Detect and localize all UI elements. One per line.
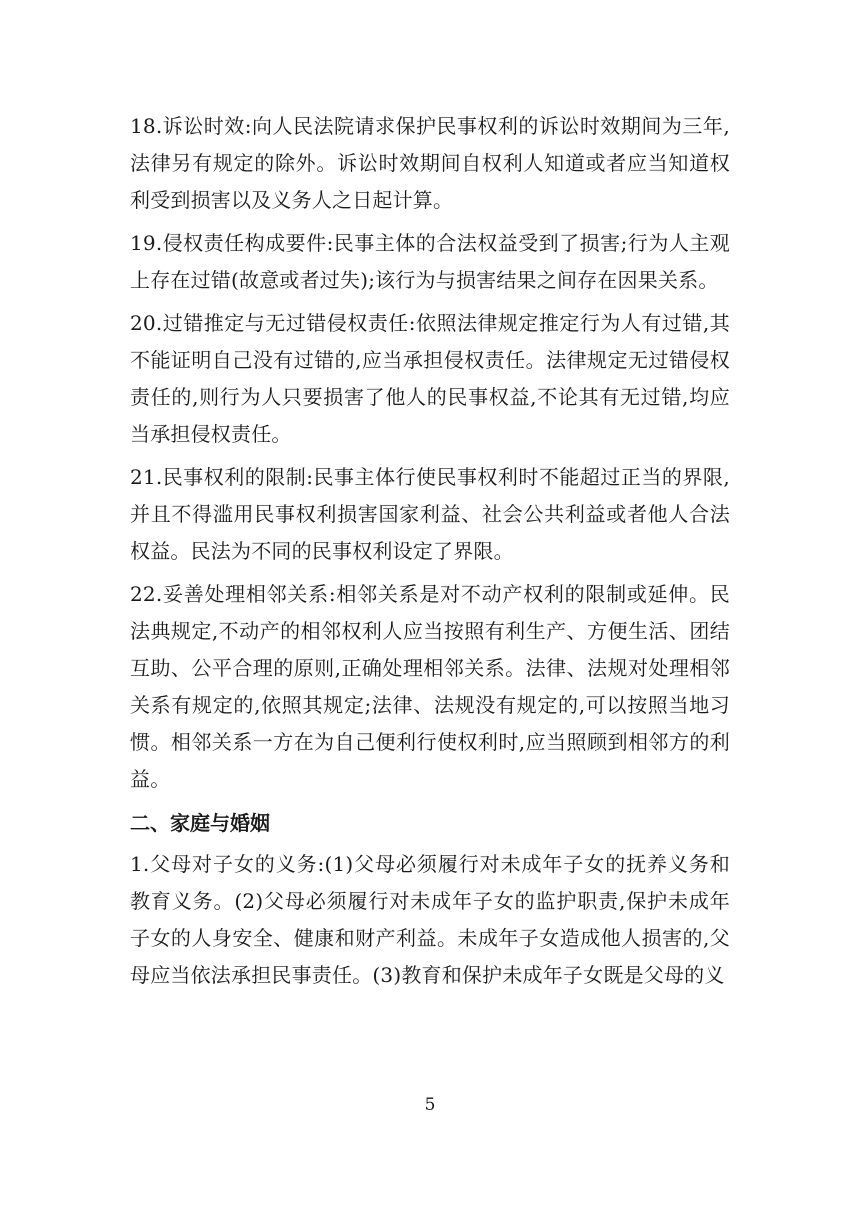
section-heading-family-marriage: 二、家庭与婚姻 — [130, 811, 270, 835]
page-content — [130, 108, 730, 1000]
page-number: 5 — [424, 1095, 436, 1115]
paragraph-parent-duties: 1.父母对子女的义务:(1)父母必须履行对未成年子女的抚养义务和教育义务。(2)父母必须履行对未成年子女的监护职责,保护未成年子女的人身安全、健康和财产利益。未成年子女造成他人损害的,父母应当依法承担民事责任。(3)教育和保护未成年子女既是父母的义 — [130, 852, 730, 987]
paragraph-tort-elements: 19.侵权责任构成要件:民事主体的合法权益受到了损害;行为人主观上存在过错(故意或者过失);该行为与损害结果之间存在因果关系。 — [130, 231, 730, 292]
paragraph-civil-rights-limits: 21.民事权利的限制:民事主体行使民事权利时不能超过正当的界限,并且不得滥用民事权利损害国家利益、社会公共利益或者他人合法权益。民法为不同的民事权利设定了界限。 — [130, 465, 730, 563]
paragraph-fault-presumption: 20.过错推定与无过错侵权责任:依照法律规定推定行为人有过错,其不能证明自己没有过错的,应当承担侵权责任。法律规定无过错侵权责任的,则行为人只要损害了他人的民事权益,不论其有无过错,均应当承担侵权责任。 — [130, 311, 730, 446]
paragraph-statute-of-limitations: 18.诉讼时效:向人民法院请求保护民事权利的诉讼时效期间为三年,法律另有规定的除外。诉讼时效期间自权利人知道或者应当知道权利受到损害以及义务人之日起计算。 — [130, 114, 730, 212]
paragraph-neighbor-relations: 22.妥善处理相邻关系:相邻关系是对不动产权利的限制或延伸。民法典规定,不动产的相邻权利人应当按照有利生产、方便生活、团结互助、公平合理的原则,正确处理相邻关系。法律、法规对处理相邻关系有规定的,依照其规定;法律、法规没有规定的,可以按照当地习惯。相邻关系一方在为自己便利行使权利时,应当照顾到相邻方的利益。 — [130, 582, 730, 791]
